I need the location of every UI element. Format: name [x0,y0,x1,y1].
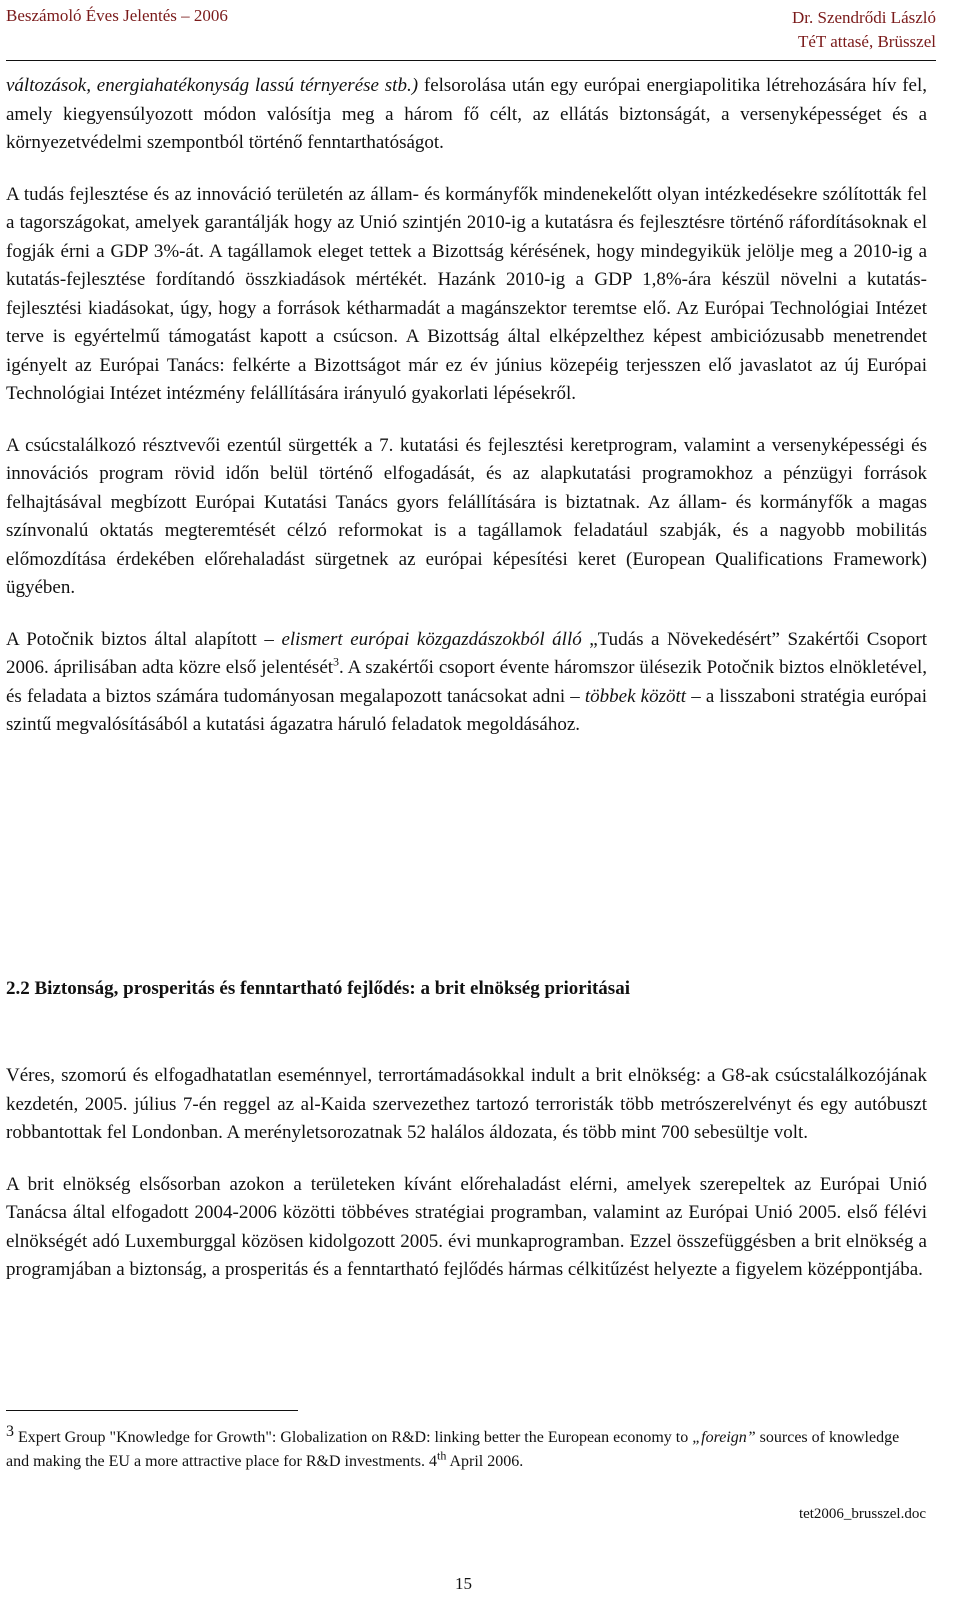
header-author [792,6,936,54]
paragraph-2: A tudás fejlesztése és az innováció területén az állam- és kormányfők mindenekelőtt olyan intézkedésekre szólították fel a tagországokat, amelyek garantálják hogy az Unió szintjén 2010-ig a kutatásra és fejlesztésre történő ráfordításoknak el fogják érni a GDP 3%-át. A tagállamok eleget tettek a Bizottság kérésének, hogy mindegyikük jelölje meg a 2010-ig a kutatás-fejlesztése fordítandó összkiadások mértékét. Hazánk 2010-ig a GDP 1,8%-ára készül növelni a kutatás-fejlesztési kiadásokat, úgy, hogy a források kétharmadát a magánszektor teremtse elő. Az Európai Technológiai Intézet terve is egyértelmű támogatást kapott a csúcson. A Bizottság által elképzelthez képest ambiciózusabb menetrendet igényelt az Európai Tanács: felkérte a Bizottságot már ez év június közepéig terjesszen elő javaslatot az új Európai Technológiai Intézet intézmény felállítására irányuló gyakorlati lépésekről. [6,183,927,404]
paragraph-4-part-d: . A szakértői csoport évente háromszor ülésezik Potočnik biztos elnökletével, és feladata a biztos számára tudományosan megalapozott tanácsokat adni – [6,657,927,707]
footnote-superscript: th [436,1448,447,1463]
paragraph-4-italic-a: elismert európai közgazdászokból álló [281,628,582,650]
footnote-number: 3 [6,1423,14,1440]
header-author-role: TéT attasé, Brüsszel [797,32,936,51]
section-heading: 2.2 Biztonság, prosperitás és fenntartható fejlődés: a brit elnökség prioritásai [6,978,630,999]
paragraph-1-italic: változások, energiahatékonyság lassú térnyerése stb.) [6,75,419,96]
paragraph-4 [6,626,927,740]
header-title: Beszámoló Éves Jelentés – 2006 [6,6,228,25]
paragraph-4-part-c: „Tudás a Növekedésért” Szakértői Csoport 2006. áprilisában adta közre első jelentését [6,628,927,678]
footnote-italic: „foreign” [692,1429,756,1446]
footnote-divider [6,1410,298,1411]
footnote-text-d: April 2006. [446,1453,524,1470]
paragraph-1-text: felsorolása után egy európai energiapolitika létrehozására hív fel, amely kiegyensúlyozott módon valósítja meg a három fő célt, az ellátás biztonságát, a versenyképességet és a környezetvédelmi szempontból történő fenntarthatóságot. [6,75,927,153]
body-text-top [6,72,927,740]
paragraph-5: Véres, szomorú és elfogadhatatlan eseménnyel, terrortámadásokkal indult a brit elnökség: a G8-ak csúcstalálkozójának kezdetén, 2005. július 7-én reggel az al-Kaida szervezethez tartozó terroristák több metrószerelvényt és egy autóbuszt robbantottak fel Londonban. A merényletsorozatnak 52 halálos áldozata, és több mint 700 sebesültje volt. [6,1065,927,1143]
page-number: 15 [455,1574,472,1593]
footnote-text-c: sources of knowledge and making the EU a more attractive place for R&D investments. 4 [6,1429,900,1470]
paragraph-4-part-f: – a lisszaboni stratégia európai szintű megvalósításából a kutatási ágazatra háruló feladatok megoldásához. [6,685,927,735]
paragraph-1 [6,72,927,158]
paragraph-4-italic-b: többek között [584,685,687,707]
body-text-bottom [6,1062,927,1285]
file-name: tet2006_brusszel.doc [798,1506,926,1522]
header-divider [6,60,936,61]
paragraph-6: A brit elnökség elsősorban azokon a területeken kívánt előrehaladást elérni, amelyek szerepeltek az Európai Unió Tanácsa által elfogadott 2004-2006 közötti többéves stratégiai programban, valamint az Európai Unió 2005. első félévi elnökségét adó Luxemburggal közösen kidolgozott 2005. évi munkaprogramban. Ezzel összefüggésben a brit elnökség a programjában a biztonság, a prosperitás és a fenntartható fejlődés hármas célkitűzést helyezte a figyelem középpontjába. [6,1173,927,1280]
footnote-reference[interactable]: 3 [333,654,340,669]
footnote [6,1420,906,1474]
header-author-name: Dr. Szendrődi László [792,8,936,27]
paragraph-4-part-a: A Potočnik biztos által alapított – [6,628,282,650]
paragraph-3: A csúcstalálkozó résztvevői ezentúl sürgették a 7. kutatási és fejlesztési keretprogram, valamint a versenyképességi és innovációs program rövid időn belül történő elfogadását, és az alapkutatási programokhoz a pénzügyi források felhajtásával megbízott Európai Kutatási Tanács gyors felállítására is biztatnak. Az állam- és kormányfők a magas színvonalú oktatás megteremtését célzó reformokat is a tagállamok feladatául szabják, és a nagyobb mobilitás előmozdítása érdekében előrehaladást sürgetnek az európai képesítési keret (European Qualifications Framework) ügyében. [6,434,927,598]
footnote-text-a: Expert Group "Knowledge for Growth": Globalization on R&D: linking better the European economy to [18,1429,693,1446]
